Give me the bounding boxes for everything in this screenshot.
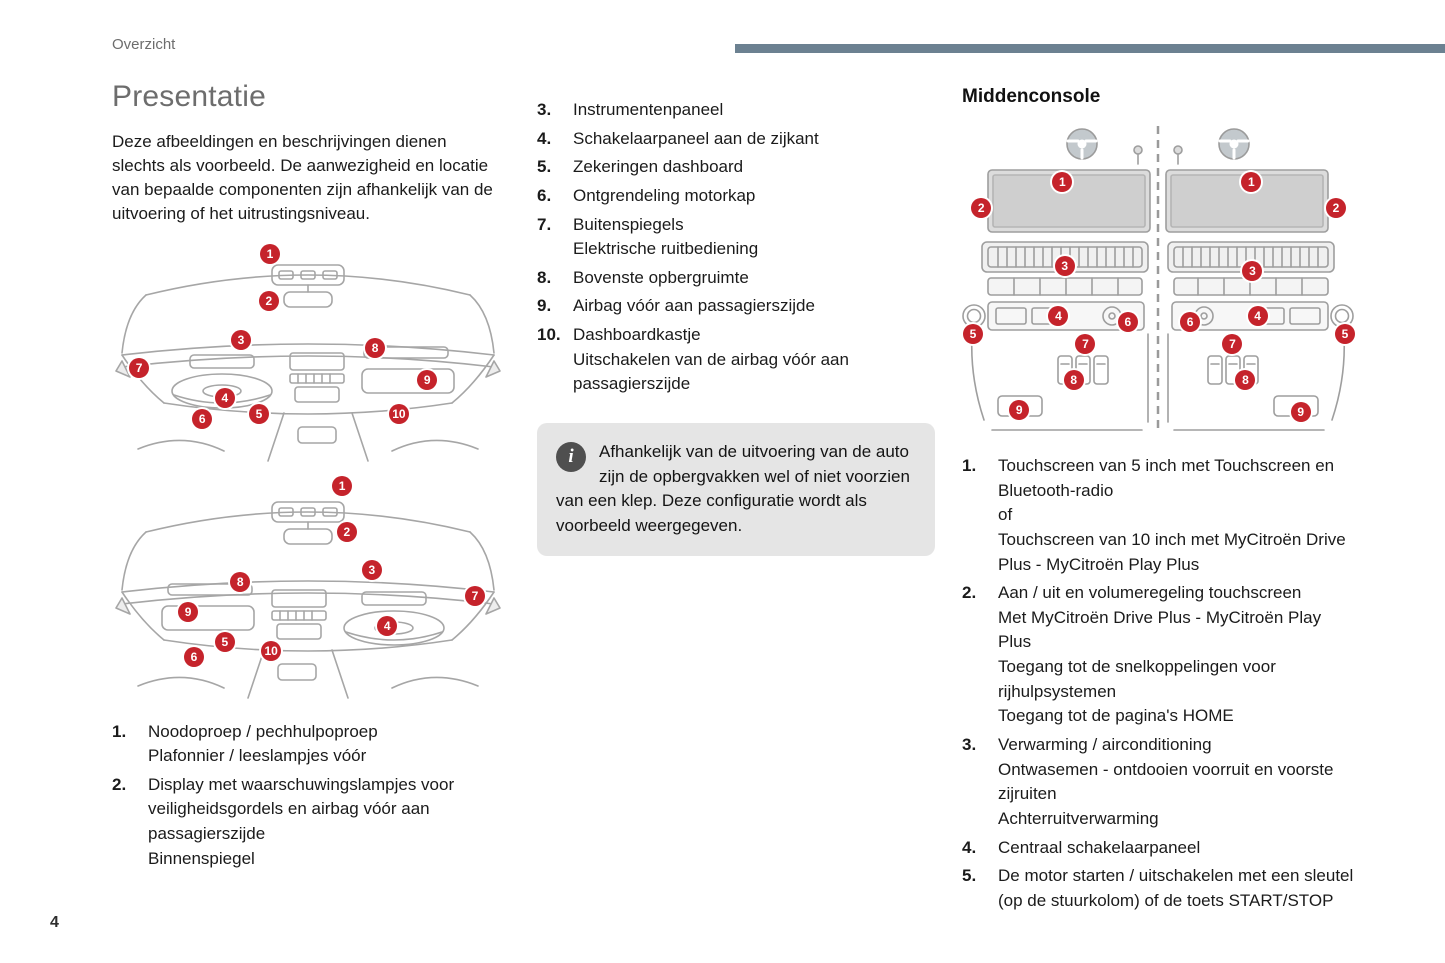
callout-marker-3: 3 [231,330,251,350]
callout-marker-8: 8 [230,572,250,592]
list-item-text: Buitenspiegels Elektrische ruitbediening [573,214,759,259]
list-item-number: 1. [112,721,127,741]
list-item [537,127,935,152]
callout-marker-2: 2 [259,291,279,311]
list-item [537,213,935,262]
legend-list-middle [537,98,935,397]
list-item-text: Instrumentenpaneel [573,100,724,119]
callout-marker-1: 1 [1241,172,1261,192]
callout-marker-4: 4 [377,616,397,636]
list-item [962,864,1354,913]
list-item [537,266,935,291]
list-item [962,454,1354,577]
callout-marker-9: 9 [1009,400,1029,420]
callout-marker-7: 7 [465,586,485,606]
callout-marker-10: 10 [261,641,281,661]
list-item [962,581,1354,729]
list-item-text: Display met waarschuwingslampjes voor veiligheidsgordels en airbag vóór aan passagierszijde Binnenspiegel [148,774,455,868]
list-item-text: Airbag vóór aan passagierszijde [573,296,815,316]
dashboard-line-art-2 [112,474,504,706]
callout-marker-4: 4 [1048,306,1068,326]
callout-marker-6: 6 [1118,312,1138,332]
info-icon: i [556,442,586,472]
callout-marker-8: 8 [365,338,385,358]
callout-marker-10: 10 [389,404,409,424]
list-item-number: 7. [537,214,552,234]
info-box [537,423,935,556]
callout-marker-5: 5 [215,632,235,652]
callout-marker-8: 8 [1235,370,1255,390]
list-item-number: 6. [537,185,552,205]
callout-marker-3: 3 [1242,261,1262,281]
callout-marker-3: 3 [1055,256,1075,276]
callout-marker-7: 7 [129,358,149,378]
dashboard-illustration-rhd [112,474,504,706]
callout-marker-2: 2 [1326,198,1346,218]
list-item-text: Schakelaarpaneel aan de zijkant [573,128,819,148]
intro-paragraph: Deze afbeeldingen en beschrijvingen dienen slechts als voorbeeld. De aanwezigheid en locatie van bepaalde componenten zijn afhankelijk van de uitvoering of het uitrustingsniveau. [112,132,493,224]
callout-marker-6: 6 [1180,312,1200,332]
callout-marker-4: 4 [1248,306,1268,326]
list-item-text: De motor starten / uitschakelen met een sleutel (op de stuurkolom) of de toets START/STOP [998,866,1354,910]
list-item-text: Dashboardkastje Uitschakelen van de airbag vóór aan passagierszijde [573,325,849,394]
callout-marker-9: 9 [1291,402,1311,422]
console-line-art [962,120,1354,440]
callout-marker-9: 9 [178,602,198,622]
callout-marker-1: 1 [332,476,352,496]
dashboard-illustration-lhd [112,235,504,470]
list-item-number: 9. [537,296,552,316]
list-item-number: 8. [537,267,552,287]
right-column [962,86,1354,918]
page-number: 4 [50,914,59,931]
info-text: Afhankelijk van de uitvoering van de auto zijn de opbergvakken wel of niet voorzien van een klep. Deze configuratie wordt als voorbeeld weergegeven. [556,442,910,535]
console-illustration [962,120,1354,440]
dashboard-line-art-1 [112,235,504,470]
callout-marker-7: 7 [1222,334,1242,354]
list-item [537,294,935,319]
list-item-text: Touchscreen van 5 inch met Touchscreen en Bluetooth-radio of Touchscreen van 10 inch met MyCitroën Drive Plus - MyCitroën Play Plus [998,456,1346,574]
list-item-text: Zekeringen dashboard [573,157,744,177]
callout-marker-7: 7 [1075,334,1095,354]
list-item-text: Bovenste opbergruimte [573,267,749,287]
list-item-text: Verwarming / airconditioning Ontwasemen - ontdooien voorruit en voorste zijruiten Achterruitverwarming [998,735,1334,828]
callout-marker-6: 6 [184,647,204,667]
left-column [112,80,504,875]
list-item-number: 3. [537,100,552,119]
list-item-number: 2. [112,774,127,794]
page-title: Presentatie [112,80,266,113]
list-item-text: Noodoproep / pechhulpoproep Plafonnier / leeslampjes vóór [148,721,378,766]
callout-marker-6: 6 [192,409,212,429]
callout-marker-1: 1 [260,244,280,264]
list-item-number: 4. [537,128,552,148]
list-item [112,773,504,872]
list-item [537,184,935,209]
legend-list-right [962,454,1354,914]
callout-marker-5: 5 [963,324,983,344]
callout-marker-9: 9 [417,370,437,390]
callout-marker-3: 3 [362,560,382,580]
list-item-number: 5. [962,866,977,886]
callout-marker-1: 1 [1052,172,1072,192]
accent-bar [735,44,1445,53]
callout-marker-8: 8 [1064,370,1084,390]
middle-column [537,98,935,556]
list-item-number: 10. [537,325,561,345]
callout-marker-5: 5 [249,404,269,424]
list-item [112,720,504,769]
breadcrumb: Overzicht [112,36,176,53]
list-item [537,323,935,397]
list-item-number: 2. [962,583,977,603]
callout-marker-5: 5 [1335,324,1355,344]
callout-marker-2: 2 [337,522,357,542]
list-item-number: 4. [962,837,977,857]
list-item [962,836,1354,861]
list-item-text: Aan / uit en volumeregeling touchscreen Met MyCitroën Drive Plus - MyCitroën Play Plus Toegang tot de snelkoppelingen voor rijhulpsystemen Toegang tot de pagina's HOME [998,583,1322,726]
list-item [537,98,935,123]
list-item-text: Ontgrendeling motorkap [573,185,756,205]
list-item [962,733,1354,832]
list-item-number: 5. [537,157,552,177]
list-item-text: Centraal schakelaarpaneel [998,837,1201,857]
list-item [537,155,935,180]
list-item-number: 1. [962,456,977,475]
legend-list-left [112,720,504,872]
callout-marker-4: 4 [215,388,235,408]
section-title-middenconsole: Middenconsole [962,86,1101,107]
list-item-number: 3. [962,735,977,755]
callout-marker-2: 2 [971,198,991,218]
